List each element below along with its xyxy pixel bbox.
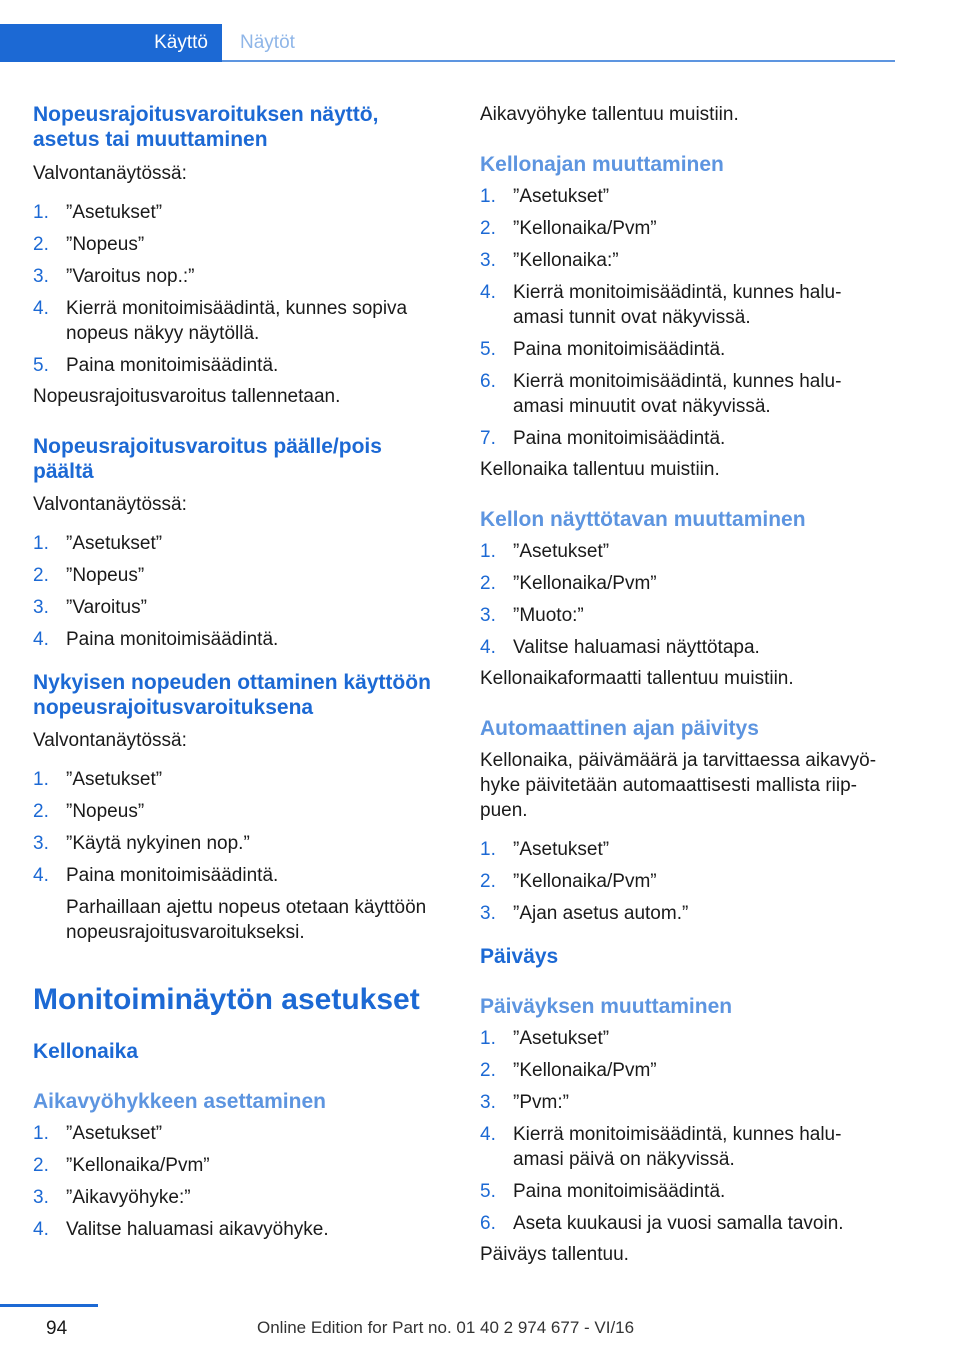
list-item: 2. ”Kellonaika/Pvm” [480,1060,657,1081]
subsection-title: Kellonaika [33,1040,139,1063]
list-item: 1. ”Asetukset” [33,769,163,790]
section-title: Nopeusrajoitusvaroitus päälle/pois päältä [33,435,382,483]
list-item: 2. ”Nopeus” [33,801,145,822]
list-item: 3. ”Varoitus nop.:” [33,266,195,287]
list-item: 4. Kierrä monitoimisäädintä, kunnes halu‐ amasi päivä on näkyvissä. [480,1124,842,1170]
list-item: 5. Paina monitoimisäädintä. [480,339,726,360]
section-title: Nykyisen nopeuden ottaminen käyttöön nopeusrajoitusvaroituksena [33,671,431,719]
steps-list [33,200,445,378]
list-item: 1. ”Asetukset” [480,541,610,562]
steps-list [33,767,445,945]
list-item: 6. Kierrä monitoimisäädintä, kunnes halu‐ amasi minuutit ovat näkyvissä. [480,371,842,417]
list-item: 3. ”Pvm:” [480,1092,569,1113]
tab-naytot[interactable]: Näytöt [240,32,295,53]
lead-text: Aikavyöhyke tallentuu muistiin. [480,104,739,125]
list-item: 1. ”Asetukset” [480,186,610,207]
intro-text: Valvontanäytössä: [33,163,187,184]
list-item: 3. ”Varoitus” [33,597,147,618]
list-item: 1. ”Asetukset” [480,839,610,860]
steps-list [480,184,895,451]
outro-text: Kellonaika tallentuu muistiin. [480,459,720,480]
section-title: Kellonajan muuttaminen [480,153,724,176]
left-column [33,102,445,1249]
section-title: Aikavyöhykkeen asettaminen [33,1090,326,1113]
section-title: Nopeusrajoitusvaroituksen näyttö, asetus tai muuttaminen [33,103,379,151]
list-item: 4. Paina monitoimisäädintä. [33,629,279,650]
list-item: 4. Kierrä monitoimisäädintä, kunnes sopiva nopeus näkyy näytöllä. [33,298,408,344]
outro-text: Päiväys tallentuu. [480,1244,629,1265]
list-item: 4. Valitse haluamasi näyttötapa. [480,637,760,658]
list-item: 3. ”Aikavyöhyke:” [33,1187,191,1208]
list-item: 3. ”Käytä nykyinen nop.” [33,833,250,854]
outro-text: Nopeusrajoitusvaroitus tallennetaan. [33,386,341,407]
list-item: 3. ”Ajan asetus autom.” [480,903,689,924]
list-item: 5. Paina monitoimisäädintä. [33,355,279,376]
list-item: 3. ”Kellonaika:” [480,250,619,271]
steps-list [480,1026,895,1236]
list-item: 5. Paina monitoimisäädintä. [480,1181,726,1202]
chapter-title: Monitoiminäytön asetukset [33,983,420,1016]
steps-list [33,531,445,652]
list-item: 4. Paina monitoimisäädintä. Parhaillaan ajettu nopeus otetaan käyttöön nopeusrajoitusvaroitukseksi. [33,863,445,945]
intro-text: Valvontanäytössä: [33,730,187,751]
list-item: 1. ”Asetukset” [33,533,163,554]
list-item: 4. Kierrä monitoimisäädintä, kunnes halu‐ amasi tunnit ovat näkyvissä. [480,282,842,328]
steps-list [480,837,895,926]
outro-text: Kellonaikaformaatti tallentuu muistiin. [480,668,794,689]
list-item: 6. Aseta kuukausi ja vuosi samalla tavoin. [480,1213,844,1234]
intro-text: Valvontanäytössä: [33,494,187,515]
step-note: Parhaillaan ajettu nopeus otetaan käyttöön nopeusrajoitusvaroitukseksi. [66,897,427,943]
footer-rule [0,1304,98,1307]
list-item: 2. ”Kellonaika/Pvm” [480,871,657,892]
list-item: 2. ”Kellonaika/Pvm” [480,573,657,594]
list-item: 3. ”Muoto:” [480,605,584,626]
section-title: Automaattinen ajan päivitys [480,717,759,740]
list-item: 7. Paina monitoimisäädintä. [480,428,726,449]
section-title: Kellon näyttötavan muuttaminen [480,508,806,531]
list-item: 2. ”Nopeus” [33,234,145,255]
subsection-title: Päiväys [480,945,559,968]
intro-text: Kellonaika, päivämäärä ja tarvittaessa aikavyö‐ hyke päivitetään automaattisesti mallista riip‐ puen. [480,750,877,821]
list-item: 1. ”Asetukset” [33,202,163,223]
list-item: 1. ”Asetukset” [33,1123,163,1144]
steps-list [33,1121,445,1242]
list-item: 2. ”Kellonaika/Pvm” [480,218,657,239]
header-divider [222,60,895,62]
right-column [480,102,895,1267]
section-title: Päiväyksen muuttaminen [480,995,733,1018]
list-item: 1. ”Asetukset” [480,1028,610,1049]
header-tabs [0,24,895,62]
list-item: 2. ”Kellonaika/Pvm” [33,1155,210,1176]
list-item: 4. Valitse haluamasi aikavyöhyke. [33,1219,329,1240]
page-number: 94 [46,1318,68,1339]
tab-kaytto[interactable]: Käyttö [0,24,222,62]
edition-text: Online Edition for Part no. 01 40 2 974 677 - VI/16 [257,1318,635,1337]
list-item: 2. ”Nopeus” [33,565,145,586]
steps-list [480,539,895,660]
